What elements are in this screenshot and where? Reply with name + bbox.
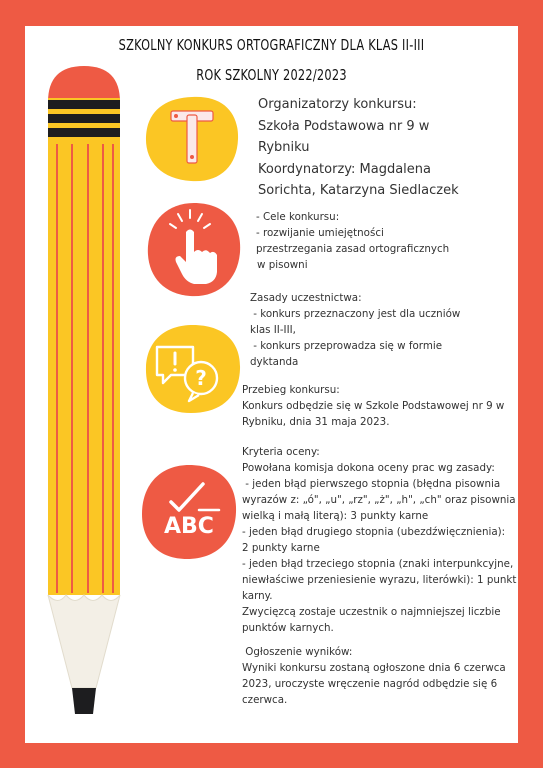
criteria-line: niewłaściwe przeniesienie wyrazu, literówki): 1 punkt (242, 574, 517, 586)
criteria-line: Kryteria oceny: (242, 446, 320, 458)
rules-line: Zasady uczestnictwa: (250, 292, 362, 304)
criteria-line: - jeden błąd drugiego stopnia (ubezdźwięcznienia): (242, 526, 506, 538)
goals-section (256, 209, 449, 273)
criteria-line: Powołana komisja dokona oceny prac wg zasady: (242, 462, 495, 474)
organizers-line: Koordynatorzy: Magdalena (258, 161, 431, 177)
rules-line: dyktanda (250, 356, 299, 368)
organizers-line: Sorichta, Katarzyna Siedlaczek (258, 183, 459, 198)
process-line: Rybniku, dnia 31 maja 2023. (242, 416, 390, 428)
organizers-line: Organizatorzy konkursu: (258, 97, 417, 112)
results-section (242, 644, 506, 708)
goals-line: w pisowni (257, 259, 308, 271)
results-line: Wyniki konkursu zostaną ogłoszone dnia 6 czerwca (242, 662, 506, 674)
process-section (242, 382, 504, 430)
process-line: Przebieg konkursu: (242, 384, 340, 396)
t-letter-icon (143, 95, 241, 183)
results-line: 2023, uroczyste wręczenie nagród odbędzie się 6 (242, 678, 498, 690)
poster-subtitle: ROK SZKOLNY 2022/2023 (196, 66, 347, 84)
criteria-line: wielką i małą literą): 3 punkty karne (242, 510, 429, 522)
criteria-line: karny. (242, 590, 273, 602)
organizers-line: Rybniku (258, 140, 310, 155)
abc-icon-label: ABC (164, 514, 214, 539)
criteria-line: 2 punkty karne (242, 542, 320, 554)
criteria-line: - jeden błąd pierwszego stopnia (błędna pisownia (242, 478, 501, 490)
pencil-illustration (40, 58, 130, 718)
criteria-section (242, 444, 516, 636)
results-line: Ogłoszenie wyników: (242, 646, 353, 658)
criteria-line: - jeden błąd trzeciego stopnia (znaki interpunkcyjne, (242, 558, 514, 570)
process-line: Konkurs odbędzie się w Szkole Podstawowej nr 9 w (242, 400, 505, 412)
organizers-section (258, 94, 459, 202)
goals-line: przestrzegania zasad ortograficznych (256, 243, 450, 255)
rules-line: - konkurs przeznaczony jest dla uczniów (250, 308, 461, 320)
goals-line: - rozwijanie umiejętności (256, 227, 384, 239)
rules-line: klas II-III, (250, 324, 296, 336)
poster-title: SZKOLNY KONKURS ORTOGRAFICZNY DLA KLAS II-III (118, 36, 425, 54)
results-line: czerwca. (242, 694, 288, 706)
speech-bubbles-icon (143, 323, 243, 415)
criteria-line: punktów karnych. (242, 622, 334, 634)
goals-line: - Cele konkursu: (256, 211, 340, 223)
rules-section (250, 290, 460, 370)
organizers-line: Szkoła Podstawowa nr 9 w (258, 118, 430, 134)
svg-text:?: ? (195, 366, 207, 390)
abc-check-icon (139, 462, 239, 562)
pointing-hand-icon (144, 200, 244, 300)
criteria-line: wyrazów z: „ó", „u", „rz", „ż", „h", „ch" oraz pisownia (242, 494, 516, 506)
criteria-line: Zwycięzcą zostaje uczestnik o najmniejszej liczbie (242, 606, 501, 618)
rules-line: - konkurs przeprowadza się w formie (250, 340, 443, 352)
